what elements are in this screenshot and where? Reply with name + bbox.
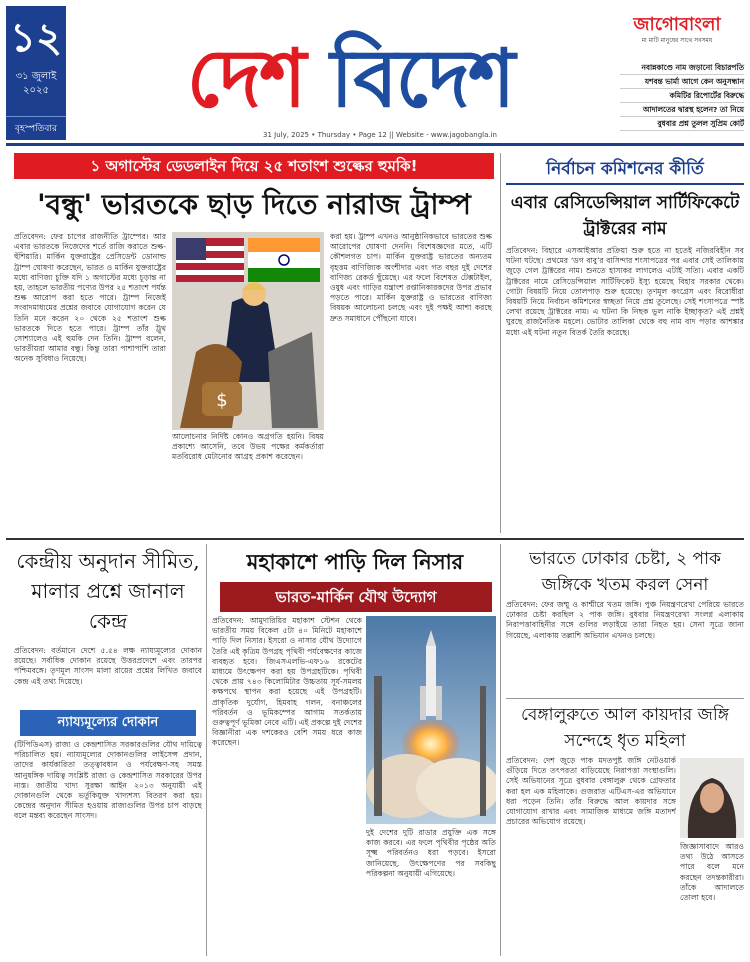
page-title: [150, 28, 550, 128]
sidebar-headlines: [620, 62, 744, 132]
sidebar-headline: কমিটির রিপোর্টের বিরুদ্ধে: [620, 90, 744, 103]
nisar-body-col2: দুই দেশের দুটি রাডার প্রযুক্তি এক সঙ্গে কাজ করবে। এর ফলে পৃথিবীর পৃষ্ঠের অতি সূক্ষ্ম পরিবর্তনও ধরা পড়বে। ইসরো জানিয়েছে, উৎক্ষেপণের পর সবকিছু পরিকল্পনা অনুযায়ী এগিয়েছে।: [366, 828, 496, 878]
story-divider: [506, 698, 744, 699]
weekday-label: বৃহস্পতিবার: [6, 116, 66, 140]
nisar-headline: মহাকাশে পাড়ি দিল নিসার: [246, 549, 464, 574]
nisar-banner: ভারত-মার্কিন যৌথ উদ্যোগ: [220, 582, 492, 612]
lead-body-col1: প্রতিবেদন: ফের চাপের রাজনীতি ট্রাম্পের। আর এবার ভারতকে নিজেদের শর্তে রাজি করাতে শুল্ক-হুঁশিয়ারি। মার্কিন যুক্তরাষ্ট্রের প্রেসিডেন্ট ডোনাল্ড ট্রাম্প ঘোষণা করেছেন, ভারত ও মার্কিন যুক্তরাষ্ট্রের মধ্যে বাণিজ্য চুক্তি যদি ১ অগাস্টের মধ্যে চূড়ান্ত না হয়, তাহলে ভারতীয় পণ্যের উপর ২৫ শতাংশ পর্যন্ত শুল্ক আরোপ করা হতে পারে। ট্রাম্প নিজেই সংবাদমাধ্যমের প্রশ্নের জবাবে যোগাযোগ করেন যে তিনি মনে করেন ২০ থেকে ২৫ শতাংশ শুল্ক ভারতকে দিতে হতে পারে। ট্রাম্প তাঁর ট্রুথ সোশ্যালেও এই হুমকি দেন তিনি। ট্রাম্প বলেন, ভারতীয়রা আমার বন্ধু। কিন্তু তারা পাশাপাশি তারা অনেক সুবিধাও নিয়েছে।: [14, 232, 166, 364]
masthead-rule: [6, 143, 744, 146]
date-year: ২০২৫: [23, 85, 49, 96]
centre-grant-headline: কেন্দ্রীয় অনুদান সীমিত, মালার প্রশ্নে জানাল কেন্দ্র: [16, 549, 200, 633]
date-day-month: ৩১ জুলাই: [15, 71, 57, 82]
brand-name: জাগোবাংলা: [633, 14, 721, 35]
sidebar-headline: যশবন্ত ভার্মা আগে কেন অনুসন্ধান: [620, 76, 744, 89]
sidebar-headline: বুধবার প্রশ্ন তুলল সুপ্রিম কোর্ট: [620, 118, 744, 131]
rocket-launch-photo: [366, 616, 496, 824]
bengaluru-body-cont: জিজ্ঞাসাবাদে আরও তথ্য উঠে আসতে পারে বলে মনে করছেন তদন্তকারীরা। তাঁকে আদালতে তোলা হবে।: [680, 842, 744, 903]
lead-photo-caption: আলোচনার নির্দিষ্ট কোনও অগ্রগতি হয়নি। বিষয় প্রকাশ্যে আসেনি, তবে উভয় পক্ষের কর্মকর্তারা মতবিরোধ মেটানোর আগ্রহ প্রকাশ করেছেন।: [172, 432, 324, 462]
brand-logo: [612, 14, 742, 45]
page-title-part1: দেশ: [186, 31, 305, 125]
lead-kicker: ১ অগাস্টের ডেডলাইন দিয়ে ২৫ শতাংশ শুল্কের হুমকি!: [14, 153, 494, 179]
election-body: প্রতিবেদন: বিহারে এসআইআর প্রক্রিয়া শুরু হতে না হতেই নজিরবিহীন সব ঘটনা ঘটছে। প্রথমের ‘ডগ বাবু’র বাসিন্দার শংসাপত্রের পর এবার সেই তালিকায় জুড়ে গেল ট্রাক্টরের নাম। শুনতে হাস্যকর লাগলেও এটাই সত্যি। এবার একটি ট্রাক্টরের নামে রেসিডেন্সিয়াল সার্টিফিকেট ইস্যু হয়েছে বিহার সরকার থেকে। গোটা বিষয়টি নিয়ে তোলপাড় শুরু হয়েছে। তৃণমূল কংগ্রেস এবং বিরোধীরা বিষয়টি নিয়ে নির্বাচন কমিশনের স্বচ্ছতা নিয়ে প্রশ্ন তুলেছে। সেই শংসাপত্রে স্পষ্ট লেখা রয়েছে ট্রাক্টরের নাম। এ ঘটনা কি নিছক ভুল নাকি ইচ্ছাকৃত? এই প্রশ্নই ঘুরছে রাজনৈতিক মহলে। ভোটার তালিকা থেকে বহু নাম বাদ পড়ার আশঙ্কার মধ্যে এই ঘটনা নতুন বিতর্ক তৈরি করেছে।: [506, 246, 744, 337]
issue-date-box: [6, 6, 66, 140]
centre-grant-body: প্রতিবেদন: বর্তমানে দেশে ৫.৫৪ লক্ষ ন্যায্যমূল্যের দোকান রয়েছে। সর্বাধিক দোকান রয়েছে উত্তরপ্রদেশে এবং তারপর পশ্চিমবঙ্গে। তৃণমূল সাংসদ মালা রায়ের প্রশ্নের লিখিত জবাবে কেন্দ্র এই তথ্য দিয়েছে।: [14, 646, 202, 686]
brand-tagline: মা মাটি মানুষের সাথে সবসময়: [641, 37, 713, 44]
page-title-part2: বিদেশ: [330, 31, 514, 125]
bengaluru-headline: বেঙ্গালুরুতে আল কায়দার জঙ্গি সন্দেহে ধৃত মহিলা: [521, 705, 729, 751]
lead-photo: [172, 232, 324, 430]
infiltration-body: প্রতিবেদন: ফের জম্মু ও কাশ্মীরে খতম জঙ্গি। পুঞ্চ নিয়ন্ত্রণরেখা পেরিয়ে ভারতে ঢোকার চেষ্টা করছিল ২ পাক জঙ্গি। বুধবার নিয়ন্ত্রণরেখা সংলগ্ন এলাকায় নিরাপত্তাবাহিনীর সঙ্গে গুলির লড়াইয়ে তারা নিহত হয়। সেনা সূত্রে জানা গিয়েছে, এলাকায় তল্লাশি অভিযান এখনও চলছে।: [506, 600, 744, 640]
suspect-photo: [680, 758, 744, 838]
sidebar-headline: আদালতের দ্বারস্থ হলেন? তা নিয়ে: [620, 104, 744, 117]
lead-headline: 'বন্ধু' ভারতকে ছাড় দিতে নারাজ ট্রাম্প: [37, 188, 471, 221]
column-divider: [500, 544, 501, 956]
bengaluru-body: প্রতিবেদন: দেশ জুড়ে পাক মদতপুষ্ট জঙ্গি নেটওয়ার্ক গুঁড়িয়ে দিতে তৎপরতা বাড়িয়েছে নিরাপত্তা সংস্থাগুলি। সেই অভিযানের সূত্রে বুধবার বেঙ্গালুরু থেকে গ্রেফতার করা হল এক মহিলাকে। গুজরাত এটিএস-এর অভিযানে ধরা পড়েন তিনি। তাঁর বিরুদ্ধে আল কায়দার সঙ্গে যোগাযোগ রাখার এবং সামাজিক মাধ্যমে জঙ্গি মতাদর্শ প্রচারের অভিযোগ রয়েছে।: [506, 756, 676, 827]
column-divider: [500, 153, 501, 533]
nisar-body-col1: প্রতিবেদন: আমুদারিয়ির মহাকাশ স্টেশন থেকে ভারতীয় সময় বিকেল ৫টা ৪০ মিনিটে মহাকাশে পাড়ি দিল নিসার। ইসরো ও নাসার যৌথ উদ্যোগে তৈরি এই কৃত্রিম উপগ্রহ পৃথিবী পর্যবেক্ষণের কাজে ব্যবহৃত হবে। জিএসএলভি-এফ১৬ রকেটের মাধ্যমে উৎক্ষেপণ করা হয় উপগ্রহটিকে। পৃথিবী থেকে প্রায় ৭৪৩ কিলোমিটার উচ্চতায় সূর্য-সমলয় কক্ষপথে স্থাপন করা হয়েছে এই উপগ্রহটি। প্রাকৃতিক দুর্যোগ, হিমবাহ গলন, বনাঞ্চলের পরিবর্তন ও ভূমিকম্পের আগাম সতর্কতায় গুরুত্বপূর্ণ ভূমিকা নেবে এটি। এই প্রকল্পে দুই দেশের বিজ্ঞানীরা এক দশকেরও বেশি সময় ধরে কাজ করেছেন।: [212, 616, 362, 748]
fair-price-shop-body: (টিপিডিএস) রাজ্য ও কেন্দ্রশাসিত সরকারগুলির যৌথ দায়িত্বে পরিচালিত হয়। ন্যায্যমূল্যের দোকানগুলির লাইসেন্স প্রদান, তাদের কার্যকারিতা তত্ত্বাবধান ও পর্যবেক্ষণ-সহ সমস্ত আনুষঙ্গিক দায়িত্ব সংশ্লিষ্ট রাজ্য ও কেন্দ্রশাসিত সরকারের উপর ন্যস্ত। জাতীয় খাদ্য সুরক্ষা আইন ২০১৩ অনুযায়ী এই দোকানগুলি থেকে ভর্তুকিযুক্ত খাদ্যশস্য বিতরণ করা হয়। কেন্দ্রের অনুদান সীমিত হওয়ায় রাজ্যগুলির উপর চাপ বাড়ছে বলে মন্তব্য করেছেন সাংসদ।: [14, 740, 202, 821]
infiltration-headline: ভারতে ঢোকার চেষ্টা, ২ পাক জঙ্গিকে খতম করল সেনা: [529, 549, 721, 595]
svg-text:$: $: [216, 390, 228, 411]
fair-price-shop-banner: ন্যায্যমূল্যের দোকান: [20, 710, 196, 736]
dateline: 31 July, 2025 • Thursday • Page 12 || Website - www.jagobangla.in: [263, 131, 497, 139]
section-divider: [6, 538, 744, 540]
column-divider: [206, 544, 207, 956]
sidebar-headline: নবান্নকাণ্ডে নাম জড়ানো বিচারপতি: [620, 62, 744, 75]
issue-number: ১২: [10, 14, 62, 61]
election-kicker: নির্বাচন কমিশনের কীর্তি: [506, 155, 744, 185]
election-headline: এবার রেসিডেন্সিয়াল সার্টিফিকেটে ট্রাক্টরের নাম: [510, 193, 740, 239]
lead-body-col3: করা হয়। ট্রাম্প এখনও আনুষ্ঠানিকভাবে ভারতের শুল্ক আরোপের ঘোষণা দেননি। বিশেষজ্ঞদের মতে, এটি কৌশলগত চাপ। মার্কিন যুক্তরাষ্ট্র ভারতের অন্যতম বৃহত্তম বাণিজ্যিক অংশীদার এবং গত বছর দুই দেশের বাণিজ্য রেকর্ড ছুঁয়েছে। এর ফলে বিশেষত টেক্সটাইল, ওষুধ এবং গাড়ির যন্ত্রাংশ রপ্তানিকারকদের উপর প্রভাব পড়তে পারে। মার্কিন যুক্তরাষ্ট্র ও ভারতের বাণিজ্য বিষয়ক আলোচনা চলছে এবং দুই পক্ষই আশা করছে দ্রুত সমাধানে পৌঁছনো যাবে।: [330, 232, 492, 323]
